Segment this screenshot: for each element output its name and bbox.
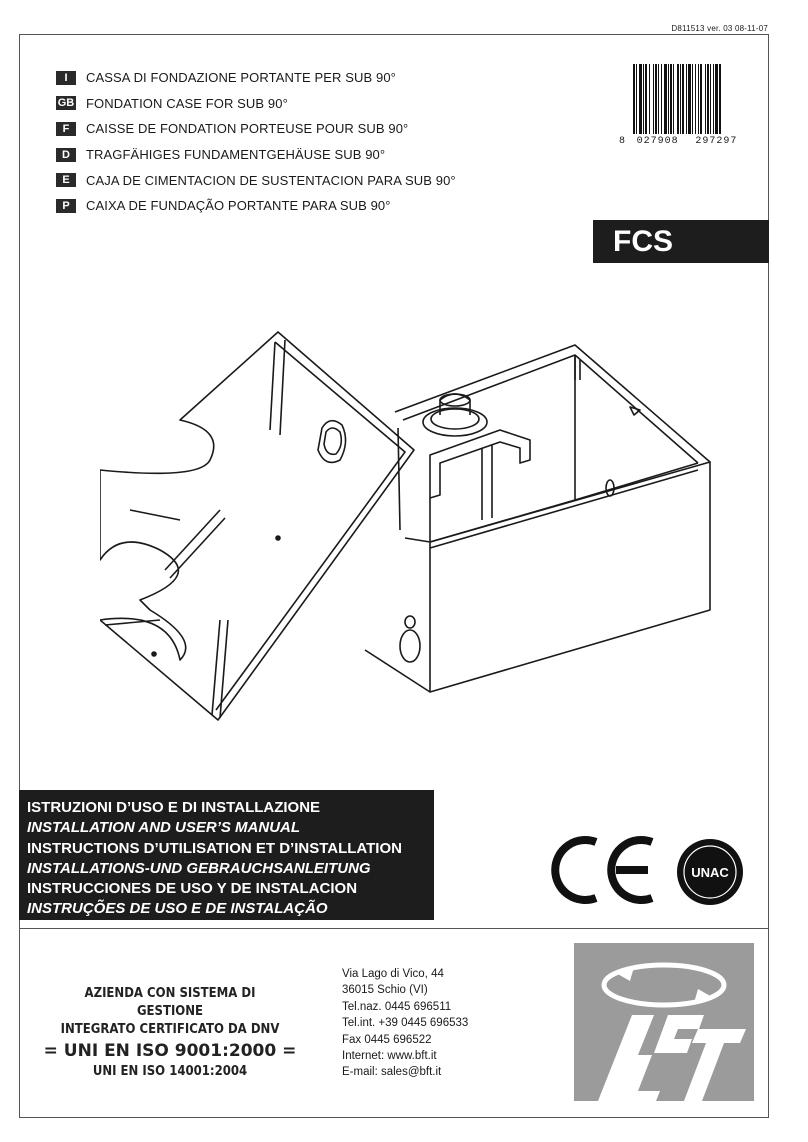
language-code-badge: D <box>56 148 76 162</box>
address-tel-int: Tel.int. +39 0445 696533 <box>342 1017 469 1030</box>
barcode-bar <box>661 64 662 134</box>
iso-line: = UNI EN ISO 9001:2000 = <box>43 1041 297 1061</box>
barcode-bar <box>649 64 650 134</box>
barcode-bar <box>682 64 684 134</box>
bft-logo <box>574 943 754 1101</box>
address-internet: Internet: www.bft.it <box>342 1050 437 1063</box>
title-row-es <box>56 167 456 193</box>
language-code-badge: GB <box>57 97 75 110</box>
iso-line: UNI EN ISO 14001:2004 <box>92 1064 248 1079</box>
barcode-bar <box>639 64 642 134</box>
address-fax: Fax 0445 696522 <box>342 1033 432 1046</box>
motor-bracket <box>430 430 530 498</box>
language-code-badge: F <box>56 122 76 136</box>
cable-hole <box>400 630 420 662</box>
barcode-bar <box>645 64 647 134</box>
barcode-bar <box>719 64 721 134</box>
barcode-bar <box>707 64 709 134</box>
title-row-it <box>56 65 456 91</box>
iso-line: INTEGRATO CERTIFICATO DA DNV <box>60 1022 280 1037</box>
document-code: D811513 ver. 03 08-11-07 <box>671 24 768 33</box>
manual-title-block <box>19 790 434 920</box>
iso-line: AZIENDA CON SISTEMA DI GESTIONE <box>84 986 256 1019</box>
barcode-bar <box>715 64 718 134</box>
manual-title: INSTRUCCIONES DE USO Y DE INSTALACION <box>27 880 358 898</box>
barcode-bar <box>664 64 667 134</box>
box-front-face <box>365 538 430 692</box>
barcode-bar <box>695 64 696 134</box>
title-row-fr <box>56 116 456 142</box>
barcode-digit-prefix: 8 <box>619 136 626 147</box>
address-street: Via Lago di Vico, 44 <box>342 968 444 980</box>
iso-certification <box>40 985 300 1081</box>
manual-title: INSTALLATIONS-UND GEBRAUCHSANLEITUNG <box>27 859 371 877</box>
box-inner-wall <box>430 355 698 542</box>
title-row-de <box>56 142 456 168</box>
barcode-digit-group: 027908 <box>636 136 679 147</box>
barcode-bar <box>658 64 659 134</box>
manual-title: INSTRUÇÕES DE USO E DE INSTALAÇÃO <box>27 900 328 918</box>
title-row-gb <box>56 91 456 117</box>
manual-title: ISTRUZIONI D’USO E DI INSTALLAZIONE <box>27 799 321 816</box>
ce-mark-icon <box>548 834 658 906</box>
barcode-bar <box>700 64 702 134</box>
barcode-bar <box>670 64 672 134</box>
barcode-bar <box>692 64 693 134</box>
address-city: 36015 Schio (VI) <box>342 984 428 997</box>
lid-plate <box>100 332 414 720</box>
language-code-badge: I <box>56 71 76 85</box>
product-title: CAISSE DE FONDATION PORTEUSE POUR SUB 90° <box>86 121 409 137</box>
unac-mark-icon <box>675 837 745 907</box>
barcode-bar <box>668 64 669 134</box>
barcode-bars <box>619 64 754 136</box>
svg-text:UNAC: UNAC <box>691 865 729 880</box>
barcode-bar <box>653 64 654 134</box>
barcode-bar <box>673 64 674 134</box>
product-title: TRAGFÄHIGES FUNDAMENTGEHÄUSE SUB 90° <box>86 147 386 163</box>
product-title: CAIXA DE FUNDAÇÃO PORTANTE PARA SUB 90° <box>86 198 391 214</box>
box-right-face <box>430 462 710 692</box>
title-row-pt <box>56 193 456 219</box>
product-name-badge: FCS <box>593 220 769 263</box>
language-code-badge: P <box>56 199 76 213</box>
barcode-bar <box>686 64 687 134</box>
language-code-badge: E <box>56 173 76 187</box>
barcode-digits <box>619 136 754 147</box>
manual-title: INSTRUCTIONS D’UTILISATION ET D’INSTALLATION <box>27 839 402 857</box>
barcode-bar <box>680 64 681 134</box>
barcode-bar <box>636 64 637 134</box>
product-title-list <box>56 65 456 219</box>
barcode-bar <box>705 64 706 134</box>
barcode-bar <box>655 64 657 134</box>
barcode-bar <box>698 64 699 134</box>
barcode-bar <box>713 64 714 134</box>
barcode-digit-group: 297297 <box>695 136 738 147</box>
manual-title: INSTALLATION AND USER’S MANUAL <box>27 819 301 837</box>
barcode-bar <box>633 64 635 134</box>
barcode-bar <box>677 64 679 134</box>
foundation-box-illustration <box>100 320 720 740</box>
product-title: CASSA DI FONDAZIONE PORTANTE PER SUB 90° <box>86 70 396 86</box>
barcode-bar <box>688 64 691 134</box>
barcode-bar <box>643 64 644 134</box>
address-tel-naz: Tel.naz. 0445 696511 <box>342 1000 452 1013</box>
product-title: FONDATION CASE FOR SUB 90° <box>86 95 288 111</box>
product-title: CAJA DE CIMENTACION DE SUSTENTACION PARA SUB 90° <box>86 172 456 188</box>
barcode <box>619 64 754 156</box>
barcode-bar <box>710 64 711 134</box>
company-address <box>342 966 468 1081</box>
address-email: E-mail: sales@bft.it <box>342 1066 442 1079</box>
